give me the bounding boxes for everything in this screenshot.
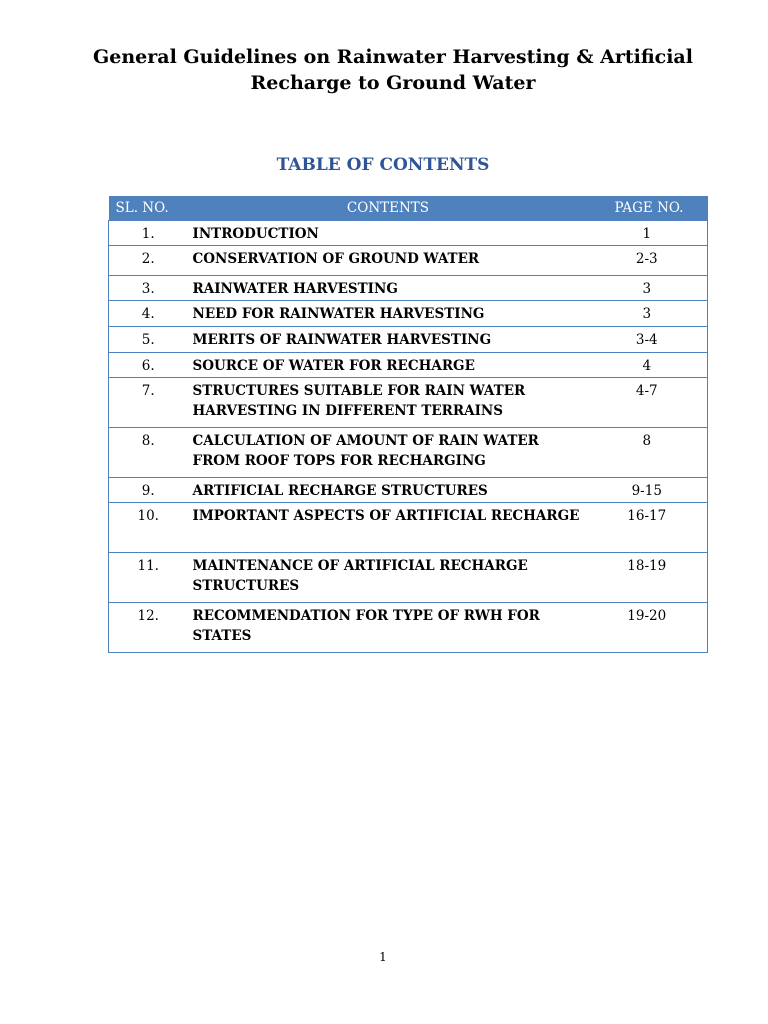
table-row — [109, 276, 708, 301]
table-row — [109, 353, 708, 378]
row-sl: 1. — [109, 221, 186, 246]
row-content: ARTIFICIAL RECHARGE STRUCTURES — [186, 478, 591, 503]
row-page: 2-3 — [591, 246, 708, 276]
row-page: 19-20 — [591, 603, 708, 653]
row-sl: 7. — [109, 378, 186, 428]
row-content: MERITS OF RAINWATER HARVESTING — [186, 327, 591, 353]
table-row — [109, 378, 708, 428]
title-line-2: Recharge to Ground Water — [250, 72, 536, 94]
row-content: STRUCTURES SUITABLE FOR RAIN WATER HARVESTING IN DIFFERENT TERRAINS — [186, 378, 591, 428]
row-sl: 4. — [109, 301, 186, 327]
page-number: 1 — [379, 950, 387, 964]
header-sl-no: SL. NO. — [109, 196, 186, 221]
document-title — [0, 44, 768, 96]
table-row — [109, 428, 708, 478]
table-row — [109, 327, 708, 353]
table-row — [109, 301, 708, 327]
row-content: CONSERVATION OF GROUND WATER — [186, 246, 591, 276]
row-page: 16-17 — [591, 503, 708, 553]
row-sl: 10. — [109, 503, 186, 553]
row-page: 9-15 — [591, 478, 708, 503]
table-row — [109, 553, 708, 603]
table-row — [109, 246, 708, 276]
toc-heading: TABLE OF CONTENTS — [276, 155, 490, 175]
row-page: 18-19 — [591, 553, 708, 603]
row-sl: 9. — [109, 478, 186, 503]
row-content: INTRODUCTION — [186, 221, 591, 246]
row-content: SOURCE OF WATER FOR RECHARGE — [186, 353, 591, 378]
row-sl: 6. — [109, 353, 186, 378]
row-page: 1 — [591, 221, 708, 246]
row-sl: 2. — [109, 246, 186, 276]
row-sl: 3. — [109, 276, 186, 301]
toc-table — [108, 196, 708, 653]
table-row — [109, 503, 708, 553]
row-page: 8 — [591, 428, 708, 478]
header-contents: CONTENTS — [186, 196, 591, 221]
table-row — [109, 603, 708, 653]
row-content: MAINTENANCE OF ARTIFICIAL RECHARGE STRUCTURES — [186, 553, 591, 603]
header-page-no: PAGE NO. — [591, 196, 708, 221]
row-sl: 5. — [109, 327, 186, 353]
row-sl: 12. — [109, 603, 186, 653]
row-content: CALCULATION OF AMOUNT OF RAIN WATER FROM ROOF TOPS FOR RECHARGING — [186, 428, 591, 478]
row-page: 3 — [591, 301, 708, 327]
row-content: RAINWATER HARVESTING — [186, 276, 591, 301]
row-content: NEED FOR RAINWATER HARVESTING — [186, 301, 591, 327]
row-page: 3 — [591, 276, 708, 301]
toc-header-row — [109, 196, 708, 221]
title-line-1: General Guidelines on Rainwater Harvesting & Artificial — [93, 46, 693, 68]
row-content: IMPORTANT ASPECTS OF ARTIFICIAL RECHARGE — [186, 503, 591, 553]
row-content: RECOMMENDATION FOR TYPE OF RWH FOR STATES — [186, 603, 591, 653]
row-page: 3-4 — [591, 327, 708, 353]
row-sl: 8. — [109, 428, 186, 478]
row-page: 4-7 — [591, 378, 708, 428]
table-row — [109, 221, 708, 246]
table-row — [109, 478, 708, 503]
row-sl: 11. — [109, 553, 186, 603]
row-page: 4 — [591, 353, 708, 378]
